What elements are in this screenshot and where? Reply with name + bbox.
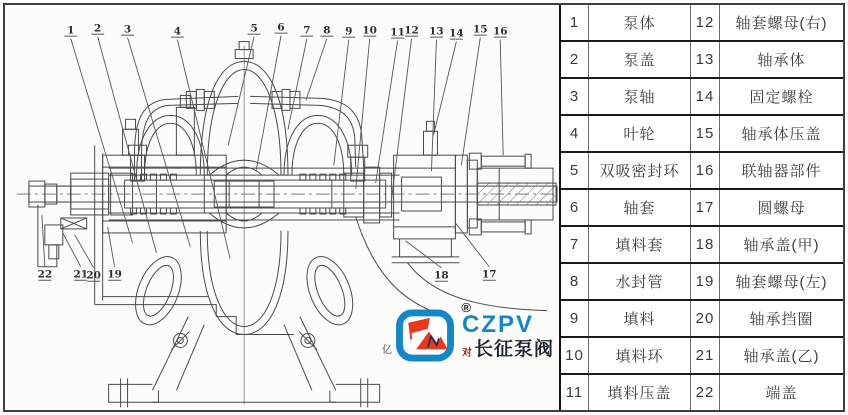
part-number: 16 <box>690 153 719 188</box>
part-name: 轴承挡圈 <box>719 301 843 336</box>
part-number: 9 <box>569 310 580 327</box>
part-name: 轴承盖(乙) <box>719 338 843 373</box>
callout-number: 18 <box>434 269 449 282</box>
callout-number: 11 <box>390 26 405 39</box>
logo-mark-icon <box>395 309 455 362</box>
logo-brand-acronym: CZPV <box>462 310 535 338</box>
diagram-panel <box>5 5 559 410</box>
logo-watermark-left: 亿 <box>382 345 392 356</box>
table-row <box>561 190 843 227</box>
callout-number: 14 <box>449 27 464 40</box>
part-number: 12 <box>690 5 719 40</box>
table-row <box>561 79 843 116</box>
callout-14 <box>433 28 463 136</box>
callout-16 <box>493 26 508 156</box>
callout-number: 20 <box>86 269 101 282</box>
part-number: 17 <box>690 190 719 225</box>
part-name: 联轴器部件 <box>719 153 843 188</box>
part-number: 18 <box>690 227 719 262</box>
part-number: 2 <box>569 51 580 68</box>
callout-number: 4 <box>173 25 182 38</box>
part-number: 8 <box>569 273 580 290</box>
part-number: 22 <box>690 375 719 410</box>
part-name: 固定螺栓 <box>719 79 843 114</box>
part-number: 15 <box>690 116 719 151</box>
callout-11 <box>376 27 405 183</box>
callout-10 <box>356 25 377 189</box>
part-number: 14 <box>690 79 719 114</box>
callout-number: 8 <box>323 24 331 37</box>
callout-9 <box>334 26 355 166</box>
part-name: 双吸密封环 <box>588 153 690 188</box>
part-name: 轴套 <box>588 190 690 225</box>
part-number: 3 <box>569 88 580 105</box>
part-number: 21 <box>690 338 719 373</box>
part-number: 19 <box>690 264 719 299</box>
logo-brand-name: 长征泵阀 <box>474 338 555 360</box>
registered-trademark-icon: ® <box>461 300 471 315</box>
callout-number: 3 <box>123 23 132 36</box>
callout-number: 7 <box>303 24 311 37</box>
logo-text <box>462 310 555 360</box>
table-row <box>561 116 843 153</box>
callout-4 <box>171 26 230 259</box>
callout-number: 5 <box>250 22 258 35</box>
part-number: 10 <box>565 347 584 364</box>
part-number: 6 <box>569 199 580 216</box>
part-name: 填料压盖 <box>588 375 690 410</box>
callout-number: 10 <box>362 24 377 37</box>
callout-number: 1 <box>67 24 75 37</box>
table-row <box>561 42 843 79</box>
part-name: 泵轴 <box>588 79 690 114</box>
part-name: 轴承盖(甲) <box>719 227 843 262</box>
table-row <box>561 375 843 410</box>
callout-15 <box>461 24 487 166</box>
table-row <box>561 264 843 301</box>
part-name: 填料 <box>588 301 690 336</box>
callout-number: 9 <box>345 25 353 38</box>
callout-number: 16 <box>492 25 508 38</box>
callout-number: 22 <box>37 268 53 281</box>
part-name: 水封管 <box>588 264 690 299</box>
table-row <box>561 301 843 338</box>
part-name: 填料套 <box>588 227 690 262</box>
bordered-content <box>3 3 845 412</box>
part-name: 端盖 <box>719 375 843 410</box>
parts-table <box>559 5 843 410</box>
callout-number: 12 <box>404 24 419 37</box>
callout-21 <box>63 233 88 281</box>
part-number: 5 <box>569 162 580 179</box>
table-row <box>561 338 843 375</box>
callout-number: 2 <box>94 22 102 35</box>
callout-number: 21 <box>73 268 89 281</box>
part-name: 圆螺母 <box>719 190 843 225</box>
right-bearing-assembly <box>344 121 547 316</box>
table-row <box>561 153 843 190</box>
part-number: 4 <box>569 125 580 142</box>
callout-18 <box>406 241 449 282</box>
callout-13 <box>429 26 444 172</box>
part-name: 轴承体压盖 <box>719 116 843 151</box>
callout-19 <box>107 227 122 281</box>
callout-number: 15 <box>473 23 488 36</box>
callout-number: 6 <box>277 21 285 34</box>
logo-watermark-right: 对 <box>462 347 472 359</box>
brand-logo <box>382 300 555 362</box>
table-row <box>561 227 843 264</box>
logo-mark <box>382 300 471 362</box>
part-name: 填料环 <box>588 338 690 373</box>
table-row <box>561 5 843 42</box>
part-name: 叶轮 <box>588 116 690 151</box>
callout-7 <box>288 25 313 130</box>
part-name: 轴套螺母(右) <box>719 5 843 40</box>
part-name: 轴套螺母(左) <box>719 264 843 299</box>
part-name: 泵盖 <box>588 42 690 77</box>
left-bearing-assembly <box>29 95 294 334</box>
part-number: 20 <box>690 301 719 336</box>
part-number: 13 <box>690 42 719 77</box>
part-name: 轴承体 <box>719 42 843 77</box>
part-number: 11 <box>565 384 584 401</box>
part-number: 1 <box>569 14 580 31</box>
callout-number: 13 <box>429 25 444 38</box>
part-name: 泵体 <box>588 5 690 40</box>
callout-number: 19 <box>107 268 122 281</box>
callout-number: 17 <box>481 268 497 281</box>
part-number: 7 <box>569 236 580 253</box>
